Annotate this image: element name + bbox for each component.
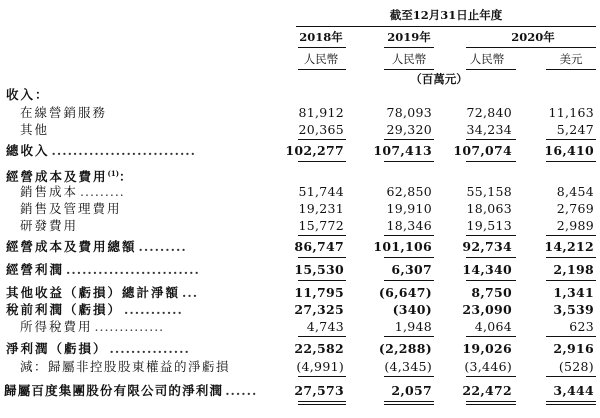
row-net-income: [0, 340, 600, 358]
year-rule-2019: [384, 47, 434, 48]
value-2020-usd: 1,341: [553, 285, 594, 300]
total-rule-2019: [384, 161, 434, 162]
row-label: 所得稅費用 ..............: [20, 319, 165, 334]
currency-rule-2020-usd: [546, 69, 596, 70]
row-label: 收入：: [6, 87, 50, 102]
value-2020-rmb: (3,446): [464, 359, 512, 374]
row-label: 研發費用: [20, 218, 79, 233]
tax-rule-2019: [384, 336, 434, 337]
row-label: 在線營銷服務: [20, 105, 108, 120]
tax-rule-2018: [298, 336, 346, 337]
tax-rule-2020-usd: [546, 336, 596, 337]
final-rule-bottom-2020-usd: [546, 404, 596, 405]
value-2019: 101,106: [373, 239, 432, 254]
row-net-income-attributable: [0, 382, 600, 400]
value-2019: 62,850: [386, 184, 432, 199]
value-2020-usd: 16,410: [544, 143, 594, 158]
value-2018: 4,743: [306, 319, 344, 334]
value-2020-usd: 8,454: [556, 184, 594, 199]
value-2019: 6,307: [391, 262, 432, 277]
value-2018: (4,991): [296, 359, 344, 374]
value-2018: 27,573: [294, 383, 344, 398]
row-label: 經營成本及費用總額 .........: [6, 239, 187, 254]
nci-rule-2020-rmb: [466, 376, 516, 377]
value-2020-usd: 11,163: [548, 105, 594, 120]
row-label: 銷售及管理費用: [20, 201, 122, 216]
value-2018: 15,530: [294, 262, 344, 277]
value-2019: 29,320: [386, 122, 432, 137]
subtotal-rule-2019: [384, 139, 434, 140]
row-total-revenues: [0, 142, 600, 160]
currency-2020-usd-header: 美元: [559, 52, 583, 66]
value-2020-usd: 5,247: [556, 122, 594, 137]
value-2020-usd: (528): [558, 359, 594, 374]
costs-rule-2020-usd: [546, 235, 596, 236]
value-2020-rmb: 34,234: [466, 122, 512, 137]
row-selling-admin: [0, 200, 600, 218]
value-2018: 20,365: [298, 122, 344, 137]
total-rule-2020-usd: [546, 161, 596, 162]
value-2020-rmb: 92,734: [462, 239, 512, 254]
value-2019: 2,057: [391, 383, 432, 398]
value-2019: (2,288): [378, 341, 432, 356]
value-2019: 1,948: [394, 319, 432, 334]
currency-2018-header: 人民幣: [303, 52, 339, 66]
subtotal-rule-2020-rmb: [466, 139, 516, 140]
section-revenues: [0, 86, 600, 104]
row-pretax-income: [0, 301, 600, 319]
row-total-costs: [0, 238, 600, 256]
total-costs-rule-2019: [384, 257, 434, 258]
final-rule-top-2018: [298, 401, 346, 402]
value-2018: 81,912: [298, 105, 344, 120]
value-2020-usd: 14,212: [544, 239, 594, 254]
value-2020-usd: 623: [569, 319, 594, 334]
row-label: 銷售成本 .........: [20, 184, 125, 199]
currency-rule-2019: [384, 69, 434, 70]
currency-rule-2018: [298, 69, 346, 70]
op-income-rule-2020-usd: [546, 280, 596, 281]
row-label: 減：歸屬非控股股東權益的淨虧損: [20, 359, 231, 374]
row-label: 其他收益（虧損）總計淨額 ...: [6, 285, 199, 300]
period-header: 截至12月31日止年度: [389, 8, 503, 22]
value-2020-rmb: 14,340: [462, 262, 512, 277]
row-label: 經營利潤 .........................: [6, 262, 200, 277]
value-2020-rmb: 22,472: [462, 383, 512, 398]
value-2020-rmb: 55,158: [466, 184, 512, 199]
value-2020-rmb: 8,750: [471, 285, 512, 300]
row-cost-of-revenues: [0, 183, 600, 201]
value-2018: 22,582: [294, 341, 344, 356]
row-noncontrolling-loss: [0, 358, 600, 376]
op-income-rule-2018: [298, 280, 346, 281]
currency-2020-rmb-header: 人民幣: [469, 52, 505, 66]
total-rule-2020-rmb: [466, 161, 516, 162]
total-rule-2018: [298, 161, 346, 162]
year-2019-header: 2019年: [387, 30, 431, 44]
value-2020-usd: 2,989: [556, 218, 594, 233]
value-2018: 11,795: [294, 285, 344, 300]
final-rule-bottom-2020-rmb: [466, 404, 516, 405]
value-2019: 78,093: [386, 105, 432, 120]
value-2019: 18,346: [386, 218, 432, 233]
value-2019: 107,413: [373, 143, 432, 158]
value-2020-usd: 3,444: [553, 383, 594, 398]
final-rule-bottom-2018: [298, 404, 346, 405]
final-rule-top-2020-rmb: [466, 401, 516, 402]
row-research-development: [0, 217, 600, 235]
final-rule-top-2019: [384, 401, 434, 402]
year-2020-header: 2020年: [511, 30, 555, 44]
row-label: 經營成本及費用$^{(1)}$：: [6, 169, 134, 185]
year-rule-2018: [298, 47, 346, 48]
row-income-taxes: [0, 318, 600, 336]
value-2018: 15,772: [298, 218, 344, 233]
unit-label: （百萬元）: [410, 72, 468, 86]
costs-rule-2019: [384, 235, 434, 236]
value-2020-usd: 2,769: [556, 201, 594, 216]
value-2020-rmb: 23,090: [462, 302, 512, 317]
final-rule-bottom-2019: [384, 404, 434, 405]
op-income-rule-2020-rmb: [466, 280, 516, 281]
row-label: 稅前利潤（虧損） ...........: [6, 302, 183, 317]
year-2018-header: 2018年: [299, 30, 343, 44]
currency-2019-header: 人民幣: [391, 52, 427, 66]
row-label: 總收入 ...........................: [6, 143, 197, 158]
value-2020-rmb: 19,513: [466, 218, 512, 233]
value-2019: (340): [392, 302, 432, 317]
section-costs-expenses: [0, 165, 600, 183]
value-2020-rmb: 4,064: [474, 319, 512, 334]
total-costs-rule-2018: [298, 257, 346, 258]
value-2020-rmb: 72,840: [466, 105, 512, 120]
value-2018: 102,277: [285, 143, 344, 158]
costs-rule-2018: [298, 235, 346, 236]
footnote-marker: (1): [107, 169, 120, 178]
value-2018: 86,747: [294, 239, 344, 254]
subtotal-rule-2018: [298, 139, 346, 140]
op-income-rule-2019: [384, 280, 434, 281]
subtotal-rule-2020-usd: [546, 139, 596, 140]
year-rule-2020: [466, 47, 596, 48]
row-online-marketing: [0, 104, 600, 122]
costs-rule-2020-rmb: [466, 235, 516, 236]
value-2020-rmb: 19,026: [462, 341, 512, 356]
nci-rule-2018: [298, 376, 346, 377]
value-2020-rmb: 107,074: [453, 143, 512, 158]
value-2020-usd: 2,198: [553, 262, 594, 277]
value-2018: 19,231: [298, 201, 344, 216]
value-2019: (4,345): [384, 359, 432, 374]
row-operating-income: [0, 261, 600, 279]
row-label: 其他: [20, 122, 50, 137]
value-2019: 19,910: [386, 201, 432, 216]
value-2020-rmb: 18,063: [466, 201, 512, 216]
nci-rule-2020-usd: [546, 376, 596, 377]
row-label: 歸屬百度集團股份有限公司的淨利潤 ......: [4, 383, 258, 398]
value-2020-usd: 2,916: [553, 341, 594, 356]
period-rule: [296, 26, 596, 27]
row-label: 淨利潤（虧損） ...............: [6, 341, 190, 356]
nci-rule-2019: [384, 376, 434, 377]
total-costs-rule-2020-rmb: [466, 257, 516, 258]
row-others: [0, 121, 600, 139]
value-2020-usd: 3,539: [553, 302, 594, 317]
value-2019: (6,647): [378, 285, 432, 300]
tax-rule-2020-rmb: [466, 336, 516, 337]
currency-rule-2020-rmb: [466, 69, 516, 70]
final-rule-top-2020-usd: [546, 401, 596, 402]
total-costs-rule-2020-usd: [546, 257, 596, 258]
row-other-income-net: [0, 284, 600, 302]
value-2018: 51,744: [298, 184, 344, 199]
value-2018: 27,325: [294, 302, 344, 317]
